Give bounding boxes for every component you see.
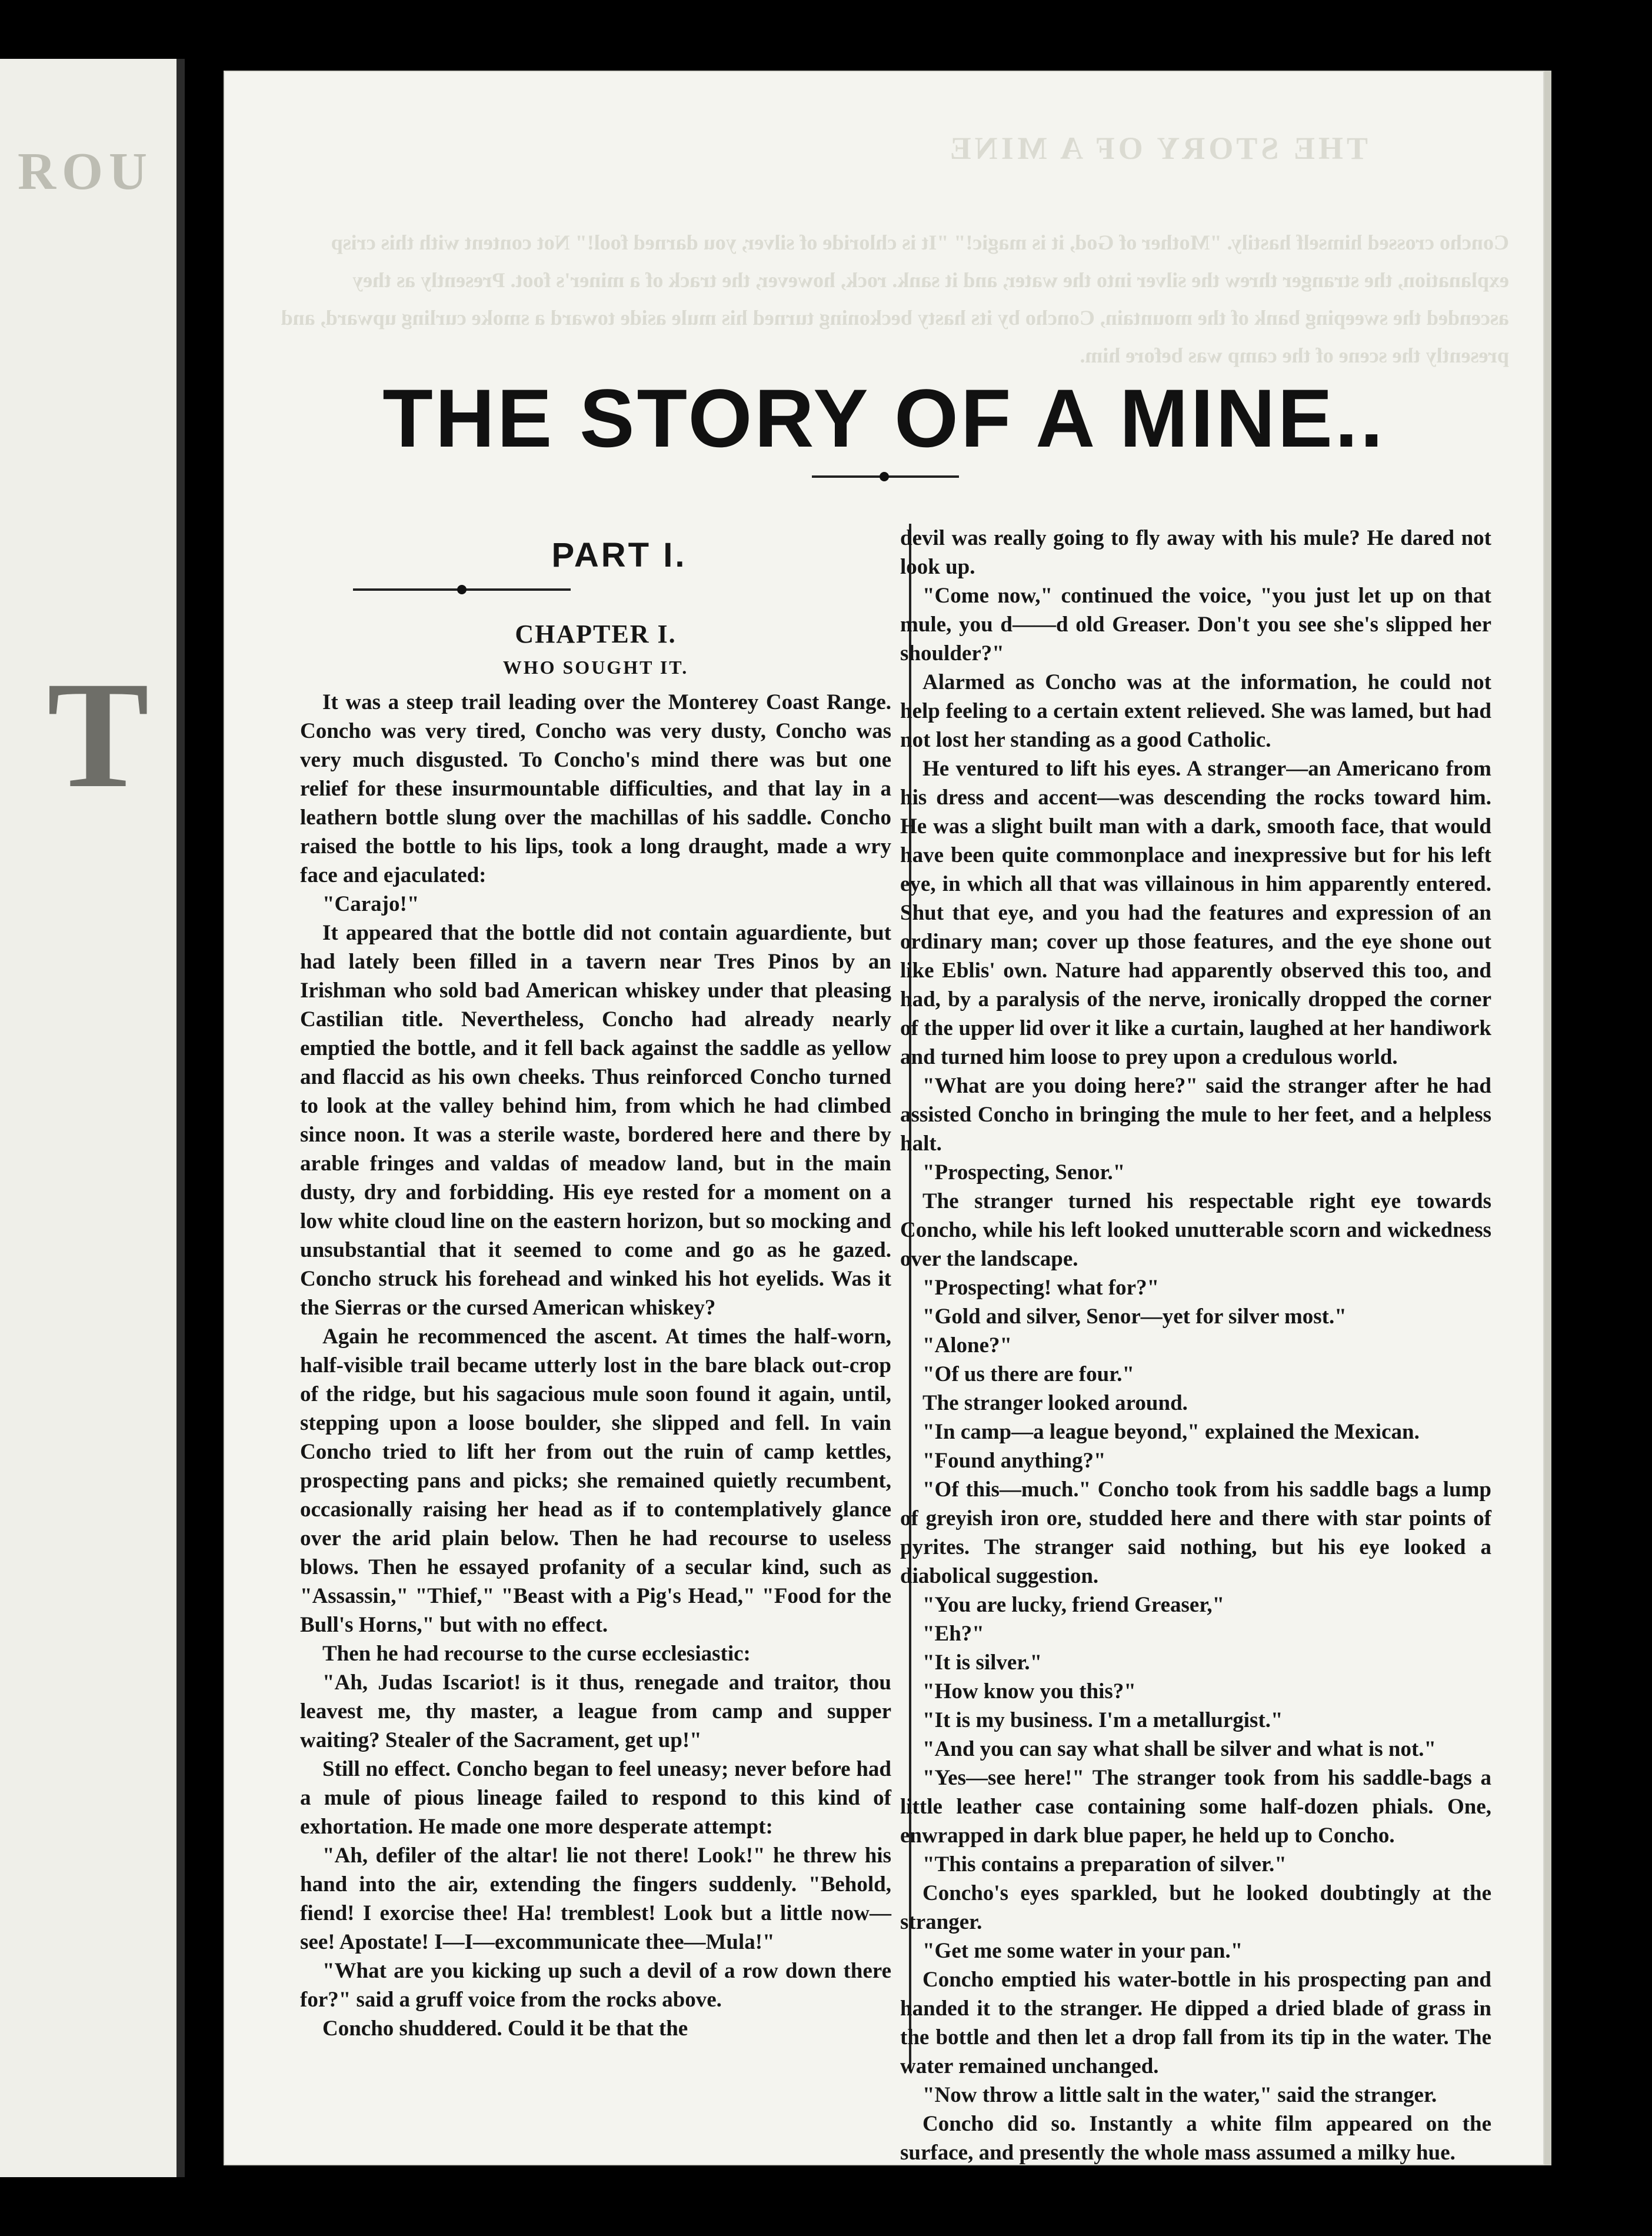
- chapter-subtitle: WHO SOUGHT IT.: [502, 657, 689, 678]
- paragraph: "Found anything?": [922, 1449, 1106, 1473]
- paragraph: "Gold and silver, Senor—yet for silver most.": [922, 1305, 1347, 1329]
- paragraph: Again he recommenced the ascent. At times the half-worn, half-visible trail became utterly lost in the bare black out-crop of the ridge, but his sagacious mule soon found it again, until, stepping upon a loose boulder, she slipped and fell. In vain Concho tried to lift her from out the ruin of camp kettles, prospecting pans and picks; she remained quietly recumbent, occasionally raising her head as if to contemplatively glance over the arid plain below. Then he had recourse to useless blows. Then he essayed profanity of a secular kind, such as "Assassin," "Thief," "Beast with a Pig's Head," "Food for the Bull's Horns," but with no effect.: [300, 1325, 891, 1637]
- paragraph: "Ah, Judas Iscariot! is it thus, renegade and traitor, thou leavest me, thy master, a league from camp and supper waiting? Stealer of the Sacrament, get up!": [300, 1671, 891, 1752]
- bleed-through-letter: T: [47, 650, 149, 820]
- bleed-header: THE STORY OF A MINE: [946, 131, 1368, 166]
- chapter-heading: CHAPTER I.: [515, 620, 677, 648]
- paragraph: "Of us there are four.": [922, 1362, 1135, 1386]
- paragraph: "Of this—much." Concho took from his saddle bags a lump of greyish iron ore, studded here and there with star points of pyrites. The stranger said nothing, but his eye looked a diabolical suggestion.: [900, 1478, 1491, 1588]
- paragraph: "It is my business. I'm a metallurgist.": [922, 1708, 1283, 1732]
- book-page: [224, 71, 1544, 2165]
- previous-page-edge: [0, 59, 185, 2177]
- paragraph: "Get me some water in your pan.": [922, 1939, 1243, 1963]
- paragraph: "Come now," continued the voice, "you just let up on that mule, you d——d old Greaser. Don't you see she's slipped her shoulder?": [900, 584, 1491, 666]
- paragraph: Alarmed as Concho was at the information, he could not help feeling to a certain extent relieved. She was lamed, but had not lost her standing as a good Catholic.: [900, 670, 1491, 752]
- bleed-through-text: ROU: [18, 142, 153, 201]
- left-column: [300, 524, 891, 2089]
- part-ornament-rule: [353, 583, 571, 596]
- paragraph: It appeared that the bottle did not contain aguardiente, but had lately been filled in a tavern near Tres Pinos by an Irishman who sold bad American whiskey under that pleasing Castilian title. Nevertheless, Concho had already nearly emptied the bottle, and it fell back against the saddle as yellow and flaccid as his own cheeks. Thus reinforced Concho turned to look at the valley behind him, from which he had climbed since noon. It was a sterile waste, bordered here and there by arable fringes and valdas of meadow land, but in the main dusty, dry and forbidding. His eye rested for a moment on a low white cloud line on the eastern horizon, but so mocking and unsubstantial that it seemed to come and go as he gazed. Concho struck his forehead and winked his hot eyelids. Was it the Sierras or the cursed American whiskey?: [300, 921, 891, 1320]
- paragraph: "You are lucky, friend Greaser,": [922, 1593, 1225, 1617]
- title-ornament-rule: [812, 475, 959, 478]
- paragraph: "Prospecting, Senor.": [922, 1160, 1125, 1184]
- paragraph: "Now throw a little salt in the water," said the stranger.: [922, 2083, 1437, 2107]
- paragraph: Concho shuddered. Could it be that the: [322, 2017, 688, 2041]
- paragraph: "Yes—see here!" The stranger took from his saddle-bags a little leather case containing some half-dozen phials. One, enwrapped in dark blue paper, he held up to Concho.: [900, 1766, 1491, 1848]
- part-heading: PART I.: [551, 536, 687, 574]
- paragraph: Still no effect. Concho began to feel uneasy; never before had a mule of pious lineage failed to respond to this kind of exhortation. He made one more desperate attempt:: [300, 1757, 891, 1839]
- paragraph: "What are you kicking up such a devil of a row down there for?" said a gruff voice from the rocks above.: [300, 1959, 891, 2012]
- paragraph: "Eh?": [922, 1622, 984, 1646]
- paragraph: Concho emptied his water-bottle in his prospecting pan and handed it to the stranger. He dipped a dried blade of grass in the bottle and then let a drop fall from its tip in the water. The water remained unchanged.: [900, 1968, 1491, 2078]
- paragraph: devil was really going to fly away with his mule? He dared not look up.: [900, 526, 1491, 579]
- right-column: [900, 524, 1491, 2165]
- paragraph: "How know you this?": [922, 1679, 1136, 1703]
- paragraph: The stranger turned his respectable right eye towards Concho, while his left looked unutterable scorn and wickedness over the landscape.: [900, 1189, 1491, 1271]
- paragraph: "And you can say what shall be silver and what is not.": [922, 1737, 1437, 1761]
- paragraph: The stranger looked around.: [922, 1391, 1188, 1415]
- paragraph: "Alone?": [922, 1333, 1012, 1357]
- page-title: THE STORY OF A MINE..: [382, 372, 1385, 464]
- paragraph: It was a steep trail leading over the Monterey Coast Range. Concho was very tired, Concho was very dusty, Concho was very much disgusted. To Concho's mind there was but one relief for these insurmountable difficulties, and that lay in a leathern bottle slung over the machillas of his saddle. Concho raised the bottle to his lips, took a long draught, made a wry face and ejaculated:: [300, 690, 891, 887]
- bleed-text: Concho crossed himself hastily. "Mother of God, it is magic!" "It is chloride of silver, you darned fool!" Not content with this crisp explanation, the stranger threw the silver into the water, and it sank. rock, however, the track of a miner's foot. Presently as they ascended the sweeping bank of the mountain, Concho by its hasty beckoning turned his mule aside toward a smoke curling upward, and presently the scene of the camp was before him.: [281, 231, 1509, 367]
- paragraph: Concho's eyes sparkled, but he looked doubtingly at the stranger.: [900, 1881, 1491, 1934]
- paragraph: "This contains a preparation of silver.": [922, 1852, 1287, 1876]
- paragraph: "Carajo!": [322, 892, 419, 916]
- paragraph: "What are you doing here?" said the stranger after he had assisted Concho in bringing the mule to her feet, and a helpless halt.: [900, 1074, 1491, 1156]
- reverse-side-bleed: [224, 71, 1544, 600]
- paragraph: "It is silver.": [922, 1651, 1043, 1675]
- paragraph: He ventured to lift his eyes. A stranger—an Americano from his dress and accent—was descending the rocks toward him. He was a slight built man with a dark, smooth face, that would have been quite commonplace and inexpressive but for his left eye, in which all that was villainous in him apparently entered. Shut that eye, and you had the features and expression of an ordinary man; cover up those features, and the eye shone out like Eblis' own. Nature had apparently observed this too, and had, by a paralysis of the nerve, ironically dropped the corner of the upper lid over it like a curtain, laughed at her handiwork and turned him loose to prey upon a credulous world.: [900, 757, 1491, 1069]
- page-edge-shadow: [1544, 71, 1551, 2165]
- paragraph: Then he had recourse to the curse ecclesiastic:: [322, 1642, 751, 1666]
- paragraph: "Prospecting! what for?": [922, 1276, 1160, 1300]
- paragraph: "Ah, defiler of the altar! lie not there! Look!" he threw his hand into the air, extending the fingers suddenly. "Behold, fiend! I exorcise thee! Ha! tremblest! Look but a little now—see! Apostate! I—I—excommunicate thee—Mula!": [300, 1844, 891, 1954]
- paragraph: Concho did so. Instantly a white film appeared on the surface, and presently the whole mass assumed a milky hue.: [900, 2112, 1491, 2165]
- paragraph: "In camp—a league beyond," explained the Mexican.: [922, 1420, 1420, 1444]
